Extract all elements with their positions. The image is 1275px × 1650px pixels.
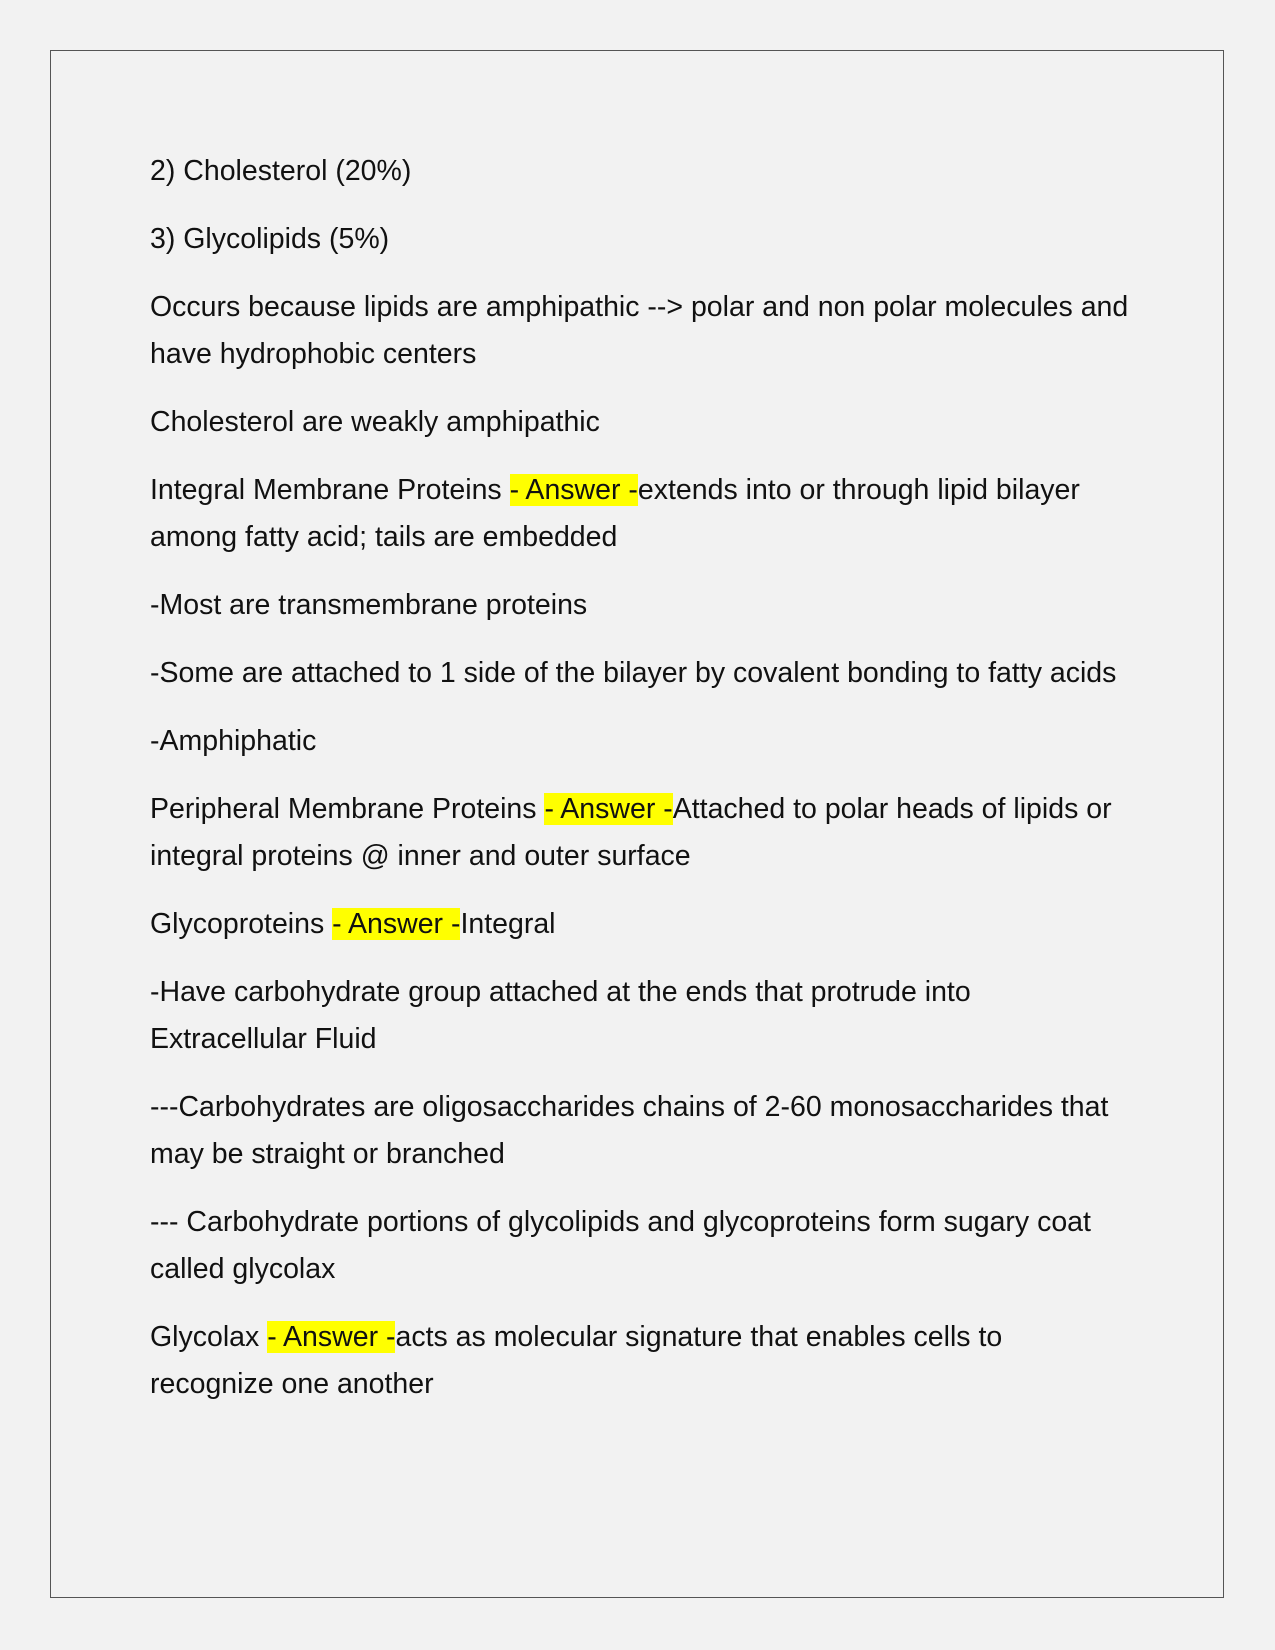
paragraph-oligosaccharides: ---Carbohydrates are oligosaccharides chains of 2-60 monosaccharides that may be straight or branched	[150, 1091, 1109, 1170]
qa-answer: extends into or through lipid bilayer among fatty acid; tails are embedded	[150, 474, 1080, 553]
qa-integral-membrane-proteins	[150, 467, 1130, 561]
qa-term: Peripheral Membrane Proteins	[150, 793, 545, 825]
paragraph-cholesterol-weakly: Cholesterol are weakly amphipathic	[150, 406, 600, 438]
paragraph-amphiphatic: -Amphiphatic	[150, 725, 317, 757]
qa-answer: acts as molecular signature that enables cells to recognize one another	[150, 1321, 1003, 1400]
qa-term: Integral Membrane Proteins	[150, 474, 510, 506]
qa-term: Glycoproteins	[150, 908, 333, 940]
answer-highlight: - Answer -	[267, 1321, 396, 1353]
answer-highlight: - Answer -	[332, 908, 461, 940]
paragraph-carbohydrate-group: -Have carbohydrate group attached at the ends that protrude into Extracellular Fluid	[150, 976, 971, 1055]
qa-glycolax	[150, 1314, 1130, 1408]
paragraph-cholesterol-percent: 2) Cholesterol (20%)	[150, 155, 412, 187]
paragraph-transmembrane: -Most are transmembrane proteins	[150, 589, 588, 621]
qa-answer: Integral	[460, 908, 556, 940]
paragraph-amphipathic-lipids: Occurs because lipids are amphipathic --> polar and non polar molecules and have hydrophobic centers	[150, 291, 1129, 370]
paragraph-sugary-coat: --- Carbohydrate portions of glycolipids and glycoproteins form sugary coat called glycolax	[150, 1206, 1091, 1285]
qa-term: Glycolax	[150, 1321, 268, 1353]
answer-highlight: - Answer -	[544, 793, 673, 825]
document-body	[150, 148, 1130, 1429]
paragraph-glycolipids-percent: 3) Glycolipids (5%)	[150, 223, 390, 255]
paragraph-covalent-bonding: -Some are attached to 1 side of the bilayer by covalent bonding to fatty acids	[150, 657, 1117, 689]
qa-glycoproteins	[150, 901, 1130, 948]
qa-peripheral-membrane-proteins	[150, 786, 1130, 880]
answer-highlight: - Answer -	[509, 474, 638, 506]
qa-answer: Attached to polar heads of lipids or integral proteins @ inner and outer surface	[150, 793, 1112, 872]
